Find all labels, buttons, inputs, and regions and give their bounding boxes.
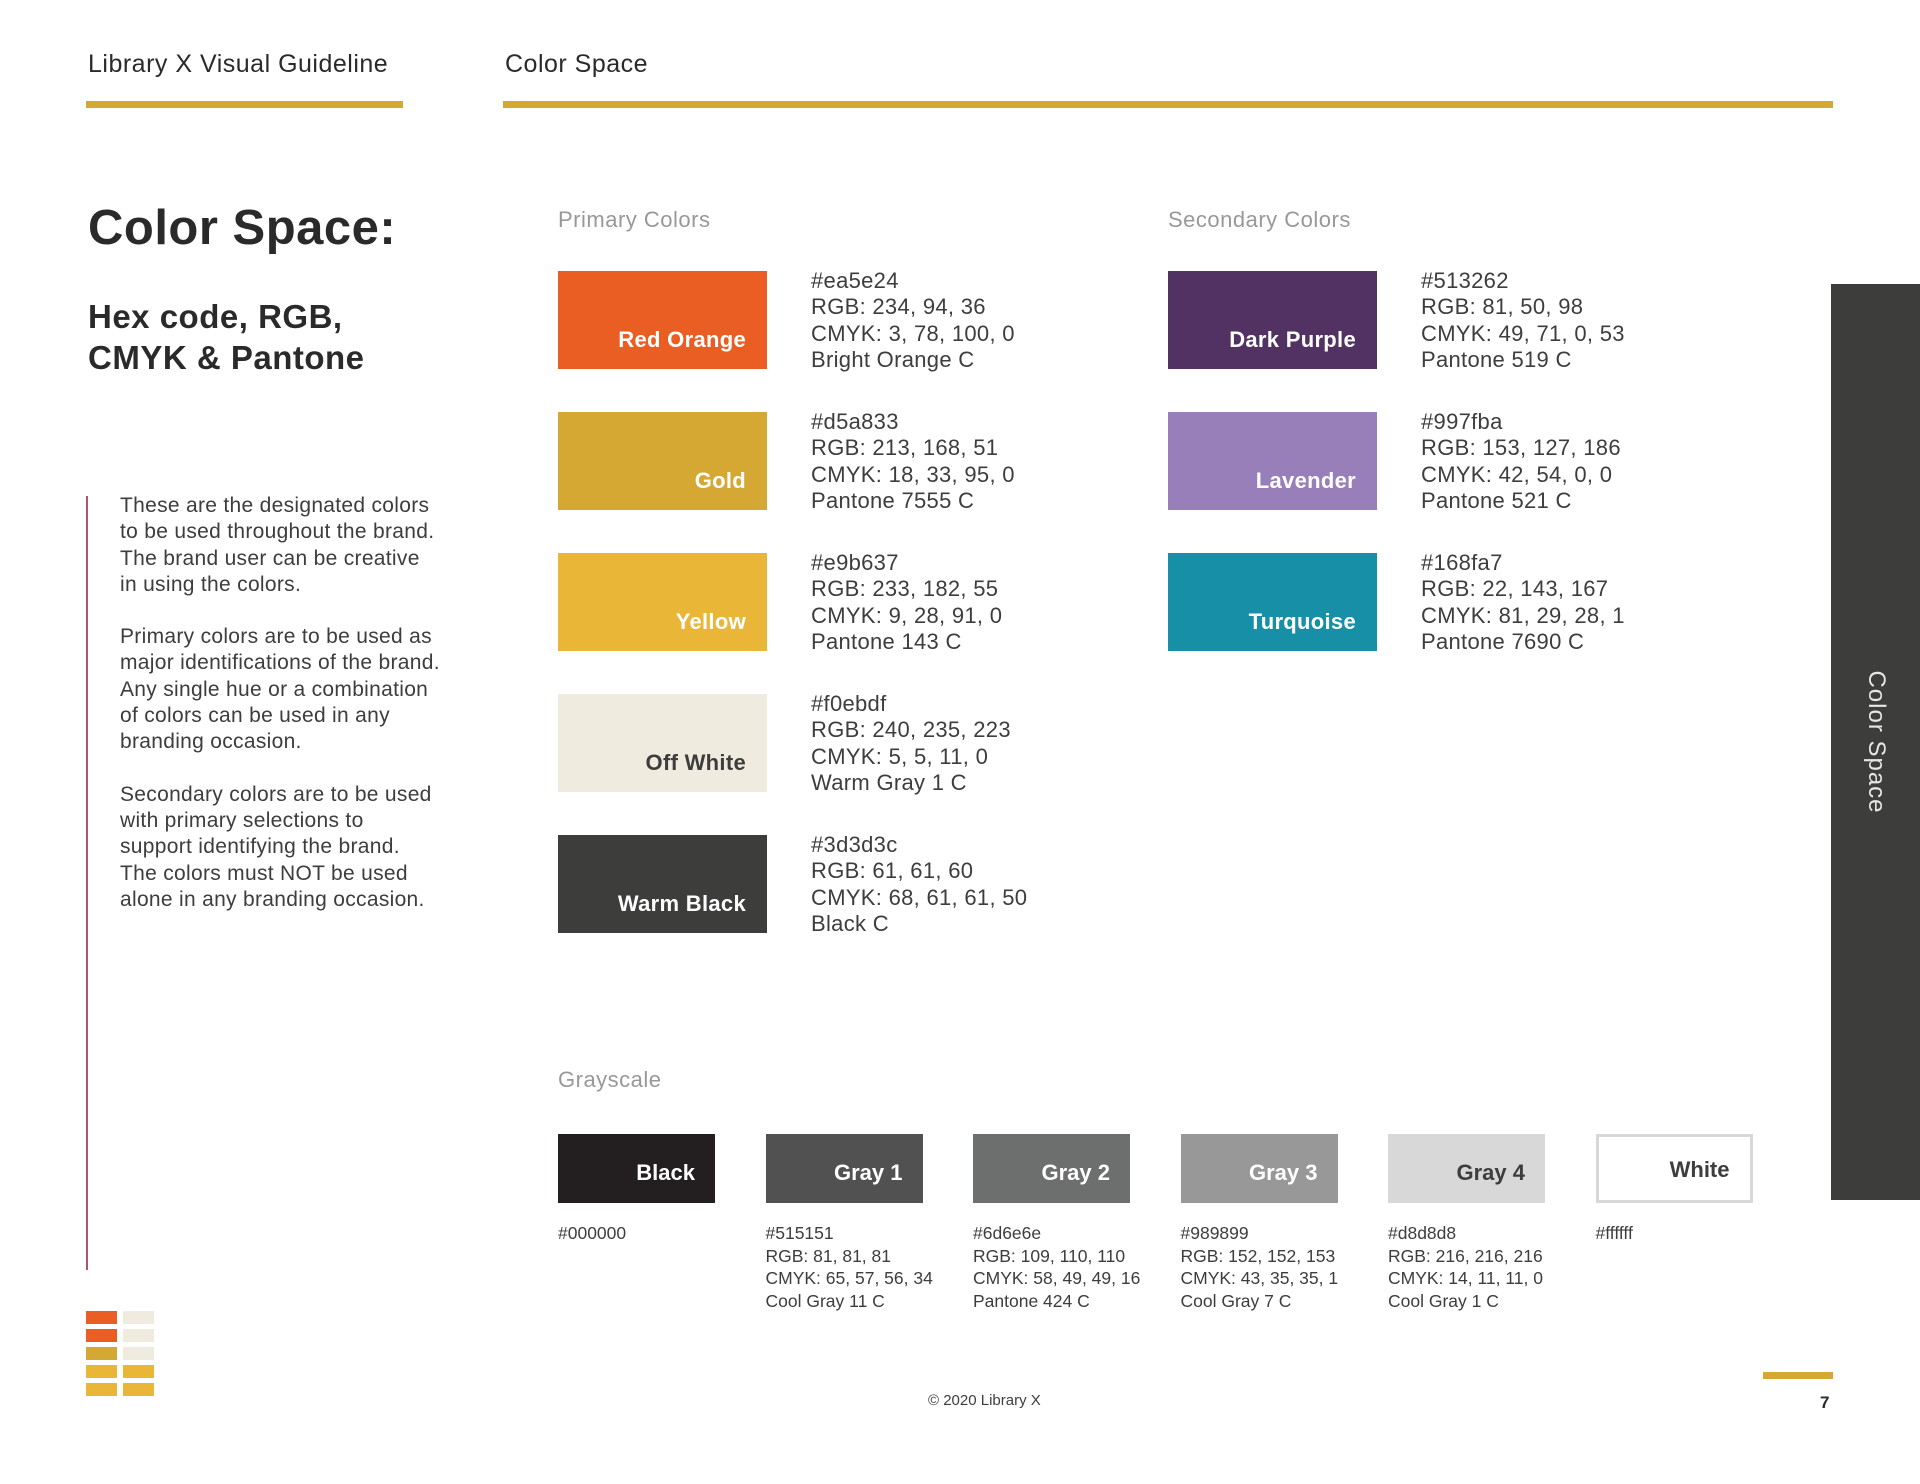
grayscale-spec-line: CMYK: 65, 57, 56, 34 [765, 1268, 933, 1289]
logo-block [86, 1347, 117, 1360]
color-spec-line: #f0ebdf [811, 691, 887, 716]
copyright: © 2020 Library X [928, 1392, 1041, 1409]
page-number-rule [1763, 1372, 1833, 1379]
logo-block [123, 1329, 154, 1342]
accent-divider [86, 496, 88, 1270]
intro-text [120, 493, 440, 939]
grayscale-spec-line: CMYK: 43, 35, 35, 1 [1180, 1268, 1339, 1289]
grayscale-spec-line: RGB: 81, 81, 81 [765, 1245, 891, 1266]
color-spec-line: CMYK: 5, 5, 11, 0 [811, 743, 989, 769]
logo-block [86, 1383, 117, 1396]
color-spec [811, 409, 1015, 514]
color-name: Gold [694, 468, 746, 493]
grayscale-spec [558, 1222, 626, 1245]
intro-paragraph-1: These are the designated colors to be used throughout the brand. The brand user can be creative in using the colors. [120, 494, 435, 596]
grayscale-name: Black [636, 1160, 695, 1185]
color-spec-line: Black C [811, 910, 889, 936]
logo-block [86, 1329, 117, 1342]
grayscale-swatch [1388, 1134, 1545, 1203]
library-x-logo [86, 1311, 156, 1397]
grayscale-spec [766, 1222, 933, 1313]
grayscale-spec [1596, 1222, 1633, 1245]
grayscale-spec-line: #ffffff [1595, 1223, 1633, 1243]
color-spec-line: #168fa7 [1421, 550, 1503, 575]
grayscale-spec-line: RGB: 152, 152, 153 [1180, 1245, 1336, 1266]
grayscale-spec-line: #6d6e6e [973, 1223, 1042, 1243]
color-name: Warm Black [617, 891, 746, 916]
grayscale-spec-line: #989899 [1180, 1223, 1249, 1243]
color-spec-line: #997fba [1421, 409, 1503, 434]
color-spec-line: Bright Orange C [811, 346, 975, 372]
side-tab [1831, 284, 1920, 1200]
color-spec-line: #ea5e24 [811, 268, 899, 293]
color-name: Lavender [1255, 468, 1356, 493]
color-spec-line: CMYK: 49, 71, 0, 53 [1421, 320, 1625, 346]
guide-title-rule [86, 101, 403, 108]
intro-paragraph-2: Primary colors are to be used as major identifications of the brand. Any single hue or a combination of colors can be used in any branding occasion. [120, 625, 440, 754]
logo-block [86, 1311, 117, 1324]
grayscale-name: Gray 4 [1456, 1160, 1525, 1185]
grayscale-name: Gray 1 [834, 1160, 903, 1185]
color-spec-line: Pantone 7690 C [1421, 628, 1585, 654]
color-spec-line: RGB: 213, 168, 51 [811, 435, 999, 461]
page-number: 7 [1820, 1393, 1830, 1412]
grayscale-swatch [973, 1134, 1130, 1203]
color-swatch [558, 412, 767, 510]
color-spec-line: #3d3d3c [811, 832, 898, 857]
color-swatch [1168, 553, 1377, 651]
grayscale-swatch [558, 1134, 715, 1203]
logo-block [123, 1383, 154, 1396]
color-spec [811, 691, 1011, 796]
primary-colors-label: Primary Colors [558, 207, 711, 232]
grayscale-spec-line: #d8d8d8 [1388, 1223, 1457, 1243]
color-spec-line: RGB: 81, 50, 98 [1421, 294, 1584, 320]
color-swatch [558, 694, 767, 792]
color-name: Red Orange [618, 327, 746, 352]
grayscale-spec-line: Pantone 424 C [973, 1291, 1090, 1312]
section-title: Color Space [505, 50, 649, 78]
subtitle-line-1: Hex code, RGB, [88, 298, 343, 335]
grayscale-spec-line: #515151 [765, 1223, 834, 1243]
color-name: Dark Purple [1229, 327, 1356, 352]
color-spec-line: RGB: 153, 127, 186 [1421, 435, 1621, 461]
color-spec-line: RGB: 240, 235, 223 [811, 717, 1011, 743]
color-spec-line: Pantone 7555 C [811, 487, 975, 513]
color-spec-line: Pantone 143 C [811, 628, 962, 654]
color-swatch [558, 835, 767, 933]
color-swatch [1168, 412, 1377, 510]
color-spec [811, 268, 1015, 373]
color-spec-line: RGB: 61, 61, 60 [811, 858, 974, 884]
grayscale-spec [1388, 1222, 1543, 1313]
grayscale-spec-line: CMYK: 58, 49, 49, 16 [973, 1268, 1141, 1289]
color-spec-line: RGB: 234, 94, 36 [811, 294, 986, 320]
grayscale-swatch [1181, 1134, 1338, 1203]
color-spec-line: #513262 [1421, 268, 1509, 293]
side-tab-label: Color Space [1862, 670, 1890, 814]
grayscale-name: Gray 3 [1249, 1160, 1318, 1185]
color-spec-line: RGB: 233, 182, 55 [811, 576, 999, 602]
color-spec-line: #e9b637 [811, 550, 899, 575]
color-spec [1421, 550, 1625, 655]
grayscale-spec-line: RGB: 109, 110, 110 [973, 1245, 1126, 1266]
grayscale-name: White [1669, 1157, 1730, 1182]
grayscale-spec-line: Cool Gray 1 C [1388, 1291, 1499, 1312]
logo-block [123, 1347, 154, 1360]
section-title-rule [503, 101, 1833, 108]
color-swatch [1168, 271, 1377, 369]
color-spec-line: Pantone 521 C [1421, 487, 1572, 513]
page-title: Color Space: [88, 201, 397, 255]
color-spec [811, 832, 1027, 937]
color-spec [1421, 409, 1621, 514]
color-name: Turquoise [1248, 609, 1356, 634]
color-spec-line: RGB: 22, 143, 167 [1421, 576, 1609, 602]
color-spec [1421, 268, 1625, 373]
color-name: Off White [645, 750, 746, 775]
logo-block [123, 1365, 154, 1378]
logo-block [86, 1365, 117, 1378]
logo-block [123, 1311, 154, 1324]
color-spec-line: CMYK: 68, 61, 61, 50 [811, 884, 1028, 910]
grayscale-name: Gray 2 [1041, 1160, 1110, 1185]
color-spec-line: CMYK: 3, 78, 100, 0 [811, 320, 1015, 346]
color-spec-line: CMYK: 18, 33, 95, 0 [811, 461, 1015, 487]
grayscale-spec-line: Cool Gray 7 C [1180, 1291, 1292, 1312]
grayscale-swatch [1596, 1134, 1753, 1203]
color-spec [811, 550, 1002, 655]
color-spec-line: CMYK: 81, 29, 28, 1 [1421, 602, 1625, 628]
grayscale-label: Grayscale [558, 1067, 662, 1092]
color-spec-line: CMYK: 9, 28, 91, 0 [811, 602, 1003, 628]
color-swatch [558, 271, 767, 369]
color-spec-line: CMYK: 42, 54, 0, 0 [1421, 461, 1613, 487]
grayscale-spec-line: RGB: 216, 216, 216 [1388, 1245, 1543, 1266]
grayscale-spec-line: CMYK: 14, 11, 11, 0 [1388, 1268, 1543, 1289]
color-spec-line: Warm Gray 1 C [811, 769, 967, 795]
color-spec-line: #d5a833 [811, 409, 899, 434]
color-swatch [558, 553, 767, 651]
intro-paragraph-3: Secondary colors are to be used with primary selections to support identifying the brand. The colors must NOT be used alone in any branding occasion. [120, 782, 432, 911]
grayscale-spec [1181, 1222, 1339, 1313]
color-spec-line: Pantone 519 C [1421, 346, 1572, 372]
color-name: Yellow [675, 609, 746, 634]
grayscale-swatch [766, 1134, 923, 1203]
page-subtitle [88, 296, 365, 378]
grayscale-spec-line: Cool Gray 11 C [765, 1291, 885, 1312]
subtitle-line-2: CMYK & Pantone [88, 339, 365, 376]
grayscale-spec [973, 1222, 1140, 1313]
grayscale-spec-line: #000000 [558, 1223, 627, 1243]
secondary-colors-label: Secondary Colors [1168, 207, 1351, 232]
guide-title: Library X Visual Guideline [88, 50, 389, 78]
